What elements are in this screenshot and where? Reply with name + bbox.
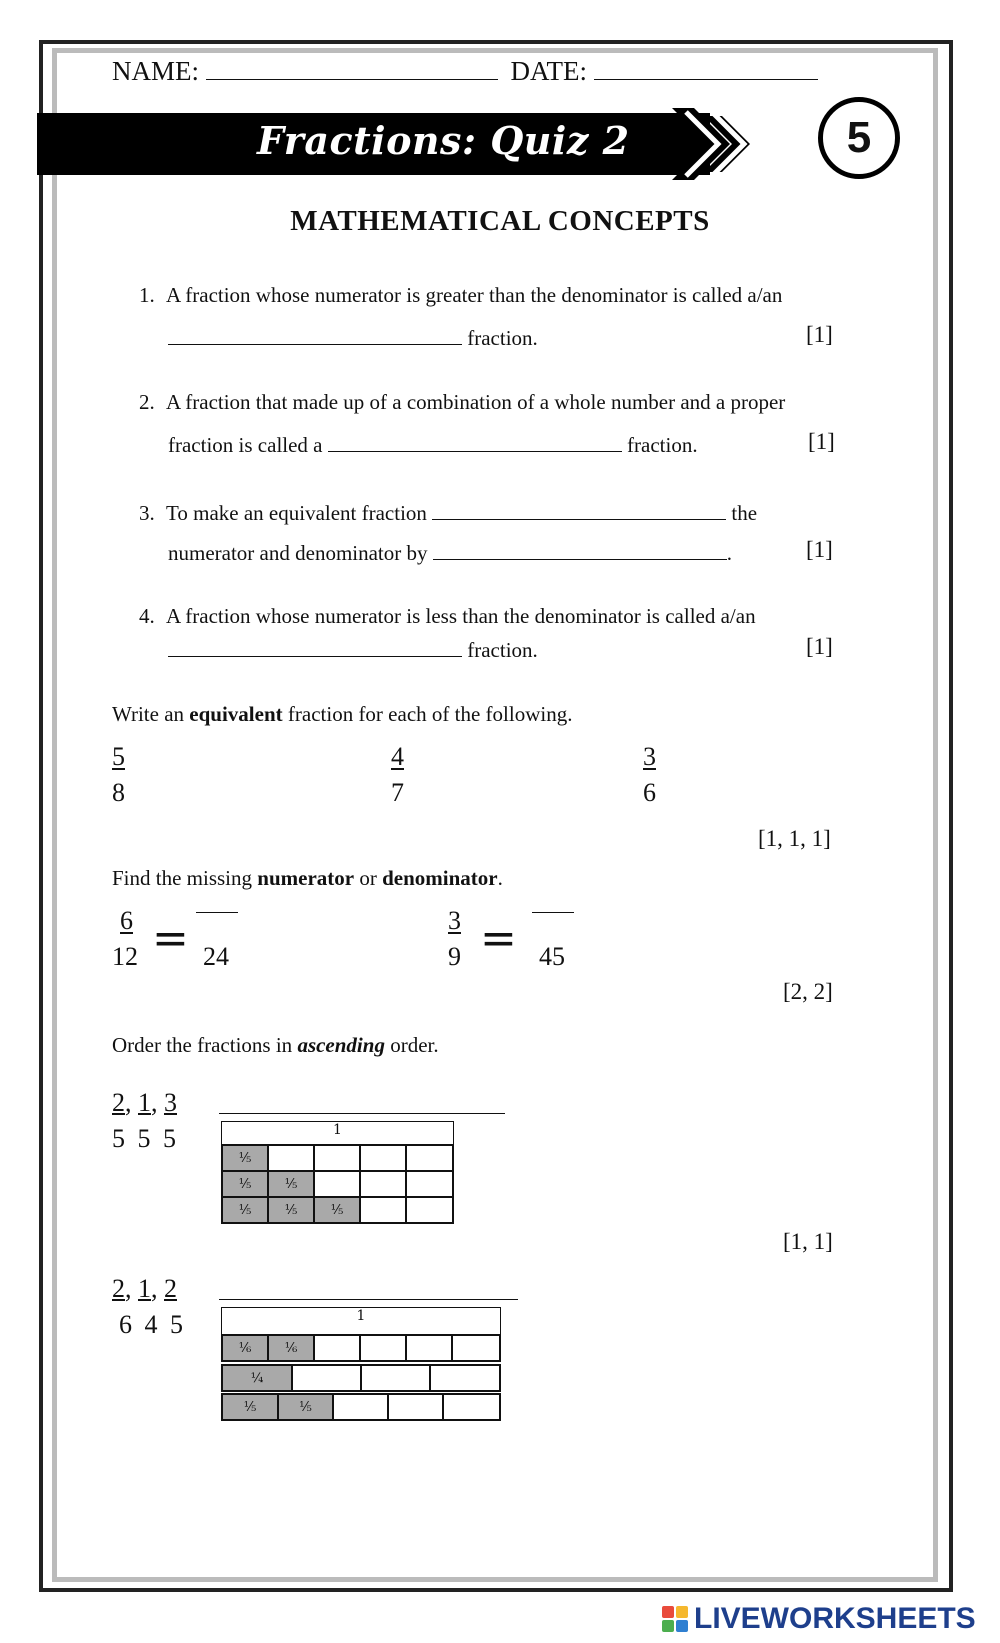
numerator: 3 — [164, 1088, 177, 1117]
wall-cell — [387, 1393, 444, 1421]
denominator: 5 — [163, 1124, 176, 1153]
marks: [1] — [808, 429, 835, 454]
answer-blank[interactable] — [168, 636, 462, 657]
instruction-text: Write an — [112, 702, 190, 726]
equation-1-right-denominator — [203, 944, 229, 970]
section-title: MATHEMATICAL CONCEPTS — [290, 205, 710, 237]
denominator: 7 — [391, 778, 404, 807]
quiz-number-badge: 5 — [818, 97, 900, 179]
question-3 — [139, 499, 757, 524]
equivalent-instruction — [112, 704, 572, 725]
marks: [1] — [806, 537, 833, 562]
answer-blank[interactable] — [433, 539, 727, 560]
brand-name: LIVEWORKSHEETS — [694, 1602, 976, 1635]
wall-cell — [359, 1144, 407, 1172]
missing-numerator-blank[interactable] — [532, 912, 574, 913]
date-field[interactable] — [594, 59, 818, 80]
wall-cell — [313, 1144, 361, 1172]
wall-whole: 1 — [221, 1307, 501, 1336]
question-text: fraction. — [627, 433, 698, 457]
separator: , — [151, 1088, 158, 1117]
marks: [1] — [806, 322, 833, 347]
wall-cell: ⅙ — [267, 1334, 315, 1362]
wall-cell — [332, 1393, 389, 1421]
denominator: 6 — [119, 1310, 132, 1339]
denominator: 45 — [539, 942, 565, 971]
wall-cell: ⅕ — [221, 1196, 269, 1224]
question-3-answer-row — [168, 539, 732, 564]
equation-2-right-denominator — [539, 944, 565, 970]
equation-1-left — [112, 908, 138, 970]
question-2-answer-row — [168, 431, 698, 456]
question-1 — [139, 285, 782, 306]
wall-cell — [405, 1170, 454, 1198]
order-instruction — [112, 1035, 439, 1056]
instruction-text: fraction for each of the following. — [282, 702, 573, 726]
question-number: 4. — [139, 604, 155, 628]
numerator: 6 — [120, 906, 133, 935]
missing-numerator-blank[interactable] — [196, 912, 238, 913]
numerator: 3 — [448, 906, 461, 935]
marks: [1] — [806, 634, 833, 659]
question-text: A fraction whose numerator is greater than the denominator is called a/an — [166, 283, 783, 307]
wall-cell — [267, 1144, 315, 1172]
name-field[interactable] — [206, 59, 498, 80]
name-row — [112, 58, 818, 85]
wall-cell — [405, 1334, 453, 1362]
question-text: fraction. — [467, 638, 538, 662]
wall-cell — [359, 1334, 407, 1362]
fraction-3-6 — [643, 744, 656, 806]
question-text: A fraction that made up of a combination of a whole number and a proper — [166, 390, 786, 414]
question-4 — [139, 606, 756, 627]
denominator: 5 — [170, 1310, 183, 1339]
question-number: 2. — [139, 390, 155, 414]
equals-sign: = — [152, 913, 189, 964]
question-text: fraction is called a — [168, 433, 323, 457]
question-number: 1. — [139, 283, 155, 307]
instruction-text: . — [497, 866, 503, 890]
question-4-answer-row — [168, 636, 538, 661]
instruction-text: order. — [384, 1033, 439, 1057]
numerator: 1 — [138, 1088, 151, 1117]
wall-cell — [359, 1196, 407, 1224]
question-text: numerator and denominator by — [168, 541, 428, 565]
wall-cell — [313, 1170, 361, 1198]
question-text: . — [726, 541, 733, 565]
quiz-title: Fractions: Quiz 2 — [257, 118, 630, 163]
wall-cell: ⅕ — [221, 1144, 269, 1172]
order-answer-line-2[interactable] — [219, 1299, 518, 1300]
denominator: 9 — [448, 942, 461, 971]
question-text: A fraction whose numerator is less than the denominator is called a/an — [166, 604, 756, 628]
equation-2-left — [448, 908, 461, 970]
separator: , — [125, 1274, 132, 1303]
wall-cell — [405, 1144, 454, 1172]
numerator: 4 — [391, 742, 404, 771]
question-number: 3. — [139, 501, 155, 525]
question-1-answer-row — [168, 324, 538, 349]
question-2 — [139, 392, 785, 413]
fraction-4-7 — [391, 744, 404, 806]
wall-cell — [451, 1334, 501, 1362]
question-text: the — [731, 501, 758, 525]
equals-sign: = — [480, 913, 517, 964]
denominator: 5 — [112, 1124, 125, 1153]
marks: [1, 1] — [783, 1229, 833, 1254]
numerator: 2 — [164, 1274, 177, 1303]
wall-cell — [405, 1196, 454, 1224]
marks: [1, 1, 1] — [758, 826, 831, 851]
instruction-text: Order the fractions in — [112, 1033, 298, 1057]
name-label: NAME: — [112, 56, 199, 86]
separator: , — [125, 1088, 132, 1117]
wall-cell — [291, 1364, 362, 1392]
wall-whole: 1 — [221, 1121, 454, 1146]
instruction-bold: numerator — [257, 866, 355, 890]
wall-cell — [360, 1364, 431, 1392]
wall-cell: ⅙ — [221, 1334, 269, 1362]
liveworksheets-logo — [662, 1602, 976, 1636]
numerator: 3 — [643, 742, 656, 771]
wall-cell: ⅕ — [313, 1196, 361, 1224]
denominator: 8 — [112, 778, 125, 807]
wall-cell — [359, 1170, 407, 1198]
numerator: 2 — [112, 1088, 125, 1117]
instruction-bold: denominator — [382, 866, 498, 890]
separator: , — [151, 1274, 158, 1303]
wall-cell: ⅕ — [267, 1170, 315, 1198]
question-text: To make an equivalent fraction — [166, 501, 427, 525]
wall-cell: ¼ — [221, 1364, 293, 1392]
instruction-text: or — [354, 866, 383, 890]
wall-cell — [429, 1364, 501, 1392]
instruction-bold: ascending — [297, 1033, 385, 1057]
numerator: 2 — [112, 1274, 125, 1303]
denominator: 24 — [203, 942, 229, 971]
question-text: fraction. — [467, 326, 538, 350]
date-label: DATE: — [510, 56, 587, 86]
missing-instruction — [112, 868, 503, 889]
wall-cell: ⅕ — [277, 1393, 334, 1421]
instruction-bold: equivalent — [189, 702, 283, 726]
chevron-arrows-icon — [672, 108, 772, 180]
numerator: 1 — [138, 1274, 151, 1303]
answer-blank[interactable] — [328, 431, 622, 452]
instruction-text: Find the missing — [112, 866, 258, 890]
liveworksheets-mark-icon — [662, 1606, 688, 1632]
wall-cell — [313, 1334, 361, 1362]
order-set-1 — [112, 1090, 177, 1152]
denominator: 6 — [643, 778, 656, 807]
order-set-2 — [112, 1276, 183, 1338]
denominator: 5 — [137, 1124, 151, 1153]
fraction-5-8 — [112, 744, 125, 806]
wall-cell: ⅕ — [221, 1170, 269, 1198]
wall-cell: ⅕ — [267, 1196, 315, 1224]
numerator: 5 — [112, 742, 125, 771]
answer-blank[interactable] — [168, 324, 462, 345]
denominator: 4 — [144, 1310, 158, 1339]
wall-cell — [442, 1393, 501, 1421]
wall-cell: ⅕ — [221, 1393, 279, 1421]
order-answer-line-1[interactable] — [219, 1113, 505, 1114]
denominator: 12 — [112, 942, 138, 971]
marks: [2, 2] — [783, 979, 833, 1004]
answer-blank[interactable] — [432, 499, 726, 520]
